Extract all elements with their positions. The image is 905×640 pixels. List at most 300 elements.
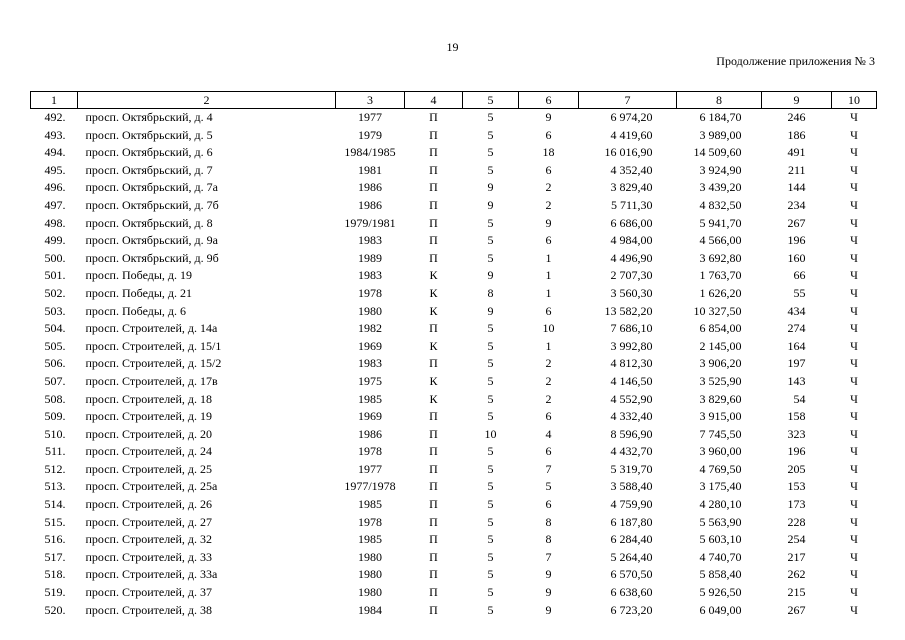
total-area-cell: 4 759,90	[610, 497, 653, 512]
address-cell: просп. Строителей, д. 15/1	[85, 338, 222, 353]
address-cell: просп. Октябрьский, д. 7б	[85, 197, 219, 212]
table-row	[31, 232, 877, 250]
row-number-cell: 499.	[44, 233, 66, 248]
ownership-cell: Ч	[850, 303, 858, 318]
table-row	[31, 443, 877, 461]
entrances-cell: 2	[545, 373, 552, 388]
wall-material-cell: К	[429, 338, 438, 353]
ownership-cell: Ч	[850, 250, 858, 265]
build-year-cell: 1982	[358, 321, 382, 336]
build-year-cell: 1969	[358, 409, 382, 424]
table-row	[31, 250, 877, 268]
table-row	[31, 338, 877, 356]
entrances-cell: 1	[545, 338, 552, 353]
table-row	[31, 144, 877, 162]
build-year-cell: 1983	[358, 268, 382, 283]
total-area-cell: 4 332,40	[610, 409, 653, 424]
floors-cell: 5	[487, 250, 494, 265]
ownership-cell: Ч	[850, 197, 858, 212]
residents-cell: 196	[787, 444, 806, 459]
ownership-cell: Ч	[850, 532, 858, 547]
ownership-cell: Ч	[850, 162, 858, 177]
row-number-cell: 503.	[44, 303, 66, 318]
ownership-cell: Ч	[850, 514, 858, 529]
wall-material-cell: П	[429, 356, 438, 371]
row-number-cell: 497.	[44, 197, 66, 212]
floors-cell: 5	[487, 532, 494, 547]
wall-material-cell: К	[429, 268, 438, 283]
ownership-cell: Ч	[850, 110, 858, 124]
floors-cell: 5	[487, 514, 494, 529]
table-row	[31, 531, 877, 549]
build-year-cell: 1977	[358, 461, 382, 476]
row-number-cell: 512.	[44, 461, 66, 476]
living-area-cell: 14 509,60	[693, 145, 742, 160]
wall-material-cell: П	[429, 180, 438, 195]
living-area-cell: 3 829,60	[699, 391, 742, 406]
build-year-cell: 1983	[358, 356, 382, 371]
residents-cell: 254	[787, 532, 806, 547]
residents-cell: 267	[787, 602, 806, 617]
total-area-cell: 6 974,20	[610, 110, 653, 124]
ownership-cell: Ч	[850, 321, 858, 336]
row-number-cell: 496.	[44, 180, 66, 195]
row-number-cell: 518.	[44, 567, 66, 582]
ownership-cell: Ч	[850, 426, 858, 441]
residents-cell: 491	[787, 145, 806, 160]
entrances-cell: 1	[545, 285, 552, 300]
total-area-cell: 5 264,40	[610, 549, 653, 564]
living-area-cell: 4 566,00	[699, 233, 742, 248]
address-cell: просп. Строителей, д. 20	[85, 426, 213, 441]
table-row	[31, 285, 877, 303]
address-cell: просп. Строителей, д. 37	[85, 585, 213, 600]
row-number-cell: 509.	[44, 409, 66, 424]
total-area-cell: 4 984,00	[610, 233, 653, 248]
wall-material-cell: П	[429, 197, 438, 212]
build-year-cell: 1984	[358, 602, 382, 617]
table-row	[31, 426, 877, 444]
table-body	[31, 109, 877, 620]
residents-cell: 323	[787, 426, 806, 441]
living-area-cell: 10 327,50	[693, 303, 742, 318]
residents-cell: 228	[787, 514, 806, 529]
living-area-cell: 3 906,20	[699, 356, 742, 371]
residents-cell: 160	[787, 250, 806, 265]
living-area-cell: 5 603,10	[699, 532, 742, 547]
wall-material-cell: П	[429, 479, 438, 494]
entrances-cell: 2	[545, 180, 552, 195]
total-area-cell: 4 419,60	[610, 127, 653, 142]
floors-cell: 5	[487, 321, 494, 336]
build-year-cell: 1985	[358, 497, 382, 512]
row-number-cell: 519.	[44, 585, 66, 600]
build-year-cell: 1978	[358, 514, 382, 529]
entrances-cell: 6	[545, 409, 552, 424]
table-row	[31, 373, 877, 391]
entrances-cell: 9	[545, 215, 552, 230]
column-header-10: 10	[832, 92, 877, 109]
living-area-cell: 4 740,70	[699, 549, 742, 564]
floors-cell: 5	[487, 338, 494, 353]
ownership-cell: Ч	[850, 145, 858, 160]
wall-material-cell: П	[429, 145, 438, 160]
ownership-cell: Ч	[850, 479, 858, 494]
ownership-cell: Ч	[850, 461, 858, 476]
address-cell: просп. Октябрьский, д. 5	[85, 127, 213, 142]
living-area-cell: 6 049,00	[699, 602, 742, 617]
total-area-cell: 13 582,20	[604, 303, 653, 318]
residents-cell: 164	[787, 338, 806, 353]
entrances-cell: 6	[545, 233, 552, 248]
ownership-cell: Ч	[850, 180, 858, 195]
build-year-cell: 1979	[358, 127, 382, 142]
entrances-cell: 2	[545, 197, 552, 212]
row-number-cell: 506.	[44, 356, 66, 371]
build-year-cell: 1989	[358, 250, 382, 265]
row-number-cell: 502.	[44, 285, 66, 300]
entrances-cell: 6	[545, 162, 552, 177]
table-row	[31, 127, 877, 145]
column-header-9: 9	[762, 92, 832, 109]
build-year-cell: 1980	[358, 549, 382, 564]
address-cell: просп. Строителей, д. 17в	[85, 373, 218, 388]
row-number-cell: 515.	[44, 514, 66, 529]
address-cell: просп. Строителей, д. 18	[85, 391, 213, 406]
entrances-cell: 6	[545, 497, 552, 512]
entrances-cell: 1	[545, 268, 552, 283]
entrances-cell: 8	[545, 514, 552, 529]
build-year-cell: 1980	[358, 567, 382, 582]
total-area-cell: 4 352,40	[610, 162, 653, 177]
residents-cell: 267	[787, 215, 806, 230]
total-area-cell: 8 596,90	[610, 426, 653, 441]
total-area-cell: 5 711,30	[610, 197, 653, 212]
build-year-cell: 1980	[358, 585, 382, 600]
total-area-cell: 5 319,70	[610, 461, 653, 476]
address-cell: просп. Победы, д. 21	[85, 285, 193, 300]
residents-cell: 55	[793, 285, 806, 300]
entrances-cell: 7	[545, 549, 552, 564]
row-number-cell: 492.	[44, 110, 66, 124]
table-row	[31, 461, 877, 479]
ownership-cell: Ч	[850, 127, 858, 142]
floors-cell: 9	[487, 197, 494, 212]
wall-material-cell: П	[429, 215, 438, 230]
column-number-row	[31, 92, 877, 109]
wall-material-cell: П	[429, 549, 438, 564]
table-row	[31, 408, 877, 426]
row-number-cell: 511.	[44, 444, 66, 459]
build-year-cell: 1986	[358, 180, 382, 195]
ownership-cell: Ч	[850, 602, 858, 617]
ownership-cell: Ч	[850, 215, 858, 230]
residents-cell: 217	[787, 549, 806, 564]
column-header-6: 6	[519, 92, 579, 109]
floors-cell: 5	[487, 127, 494, 142]
living-area-cell: 1 763,70	[699, 268, 742, 283]
living-area-cell: 6 854,00	[699, 321, 742, 336]
table-row	[31, 267, 877, 285]
residents-cell: 211	[787, 162, 806, 177]
total-area-cell: 3 588,40	[610, 479, 653, 494]
page-number: 19	[446, 40, 459, 54]
row-number-cell: 500.	[44, 250, 66, 265]
address-cell: просп. Октябрьский, д. 9б	[85, 250, 219, 265]
residents-cell: 54	[793, 391, 806, 406]
living-area-cell: 4 832,50	[699, 197, 742, 212]
wall-material-cell: П	[429, 250, 438, 265]
floors-cell: 5	[487, 497, 494, 512]
table-row	[31, 566, 877, 584]
total-area-cell: 6 570,50	[610, 567, 653, 582]
total-area-cell: 6 723,20	[610, 602, 653, 617]
address-cell: просп. Строителей, д. 14а	[85, 321, 218, 336]
floors-cell: 5	[487, 110, 494, 124]
residents-cell: 215	[787, 585, 806, 600]
address-cell: просп. Строителей, д. 26	[85, 497, 213, 512]
entrances-cell: 6	[545, 127, 552, 142]
living-area-cell: 3 525,90	[699, 373, 742, 388]
floors-cell: 9	[487, 303, 494, 318]
ownership-cell: Ч	[850, 497, 858, 512]
address-cell: просп. Строителей, д. 33	[85, 549, 213, 564]
wall-material-cell: П	[429, 426, 438, 441]
living-area-cell: 6 184,70	[699, 110, 742, 124]
living-area-cell: 3 439,20	[699, 180, 742, 195]
table-row	[31, 602, 877, 620]
floors-cell: 8	[487, 285, 494, 300]
wall-material-cell: К	[429, 303, 438, 318]
table-row	[31, 320, 877, 338]
row-number-cell: 513.	[44, 479, 66, 494]
ownership-cell: Ч	[850, 391, 858, 406]
floors-cell: 5	[487, 233, 494, 248]
floors-cell: 5	[487, 585, 494, 600]
living-area-cell: 3 924,90	[699, 162, 742, 177]
row-number-cell: 498.	[44, 215, 66, 230]
column-header-5: 5	[463, 92, 519, 109]
wall-material-cell: П	[429, 567, 438, 582]
total-area-cell: 6 686,00	[610, 215, 653, 230]
build-year-cell: 1986	[358, 426, 382, 441]
residents-cell: 196	[787, 233, 806, 248]
floors-cell: 5	[487, 479, 494, 494]
floors-cell: 5	[487, 461, 494, 476]
row-number-cell: 520.	[44, 602, 66, 617]
floors-cell: 5	[487, 356, 494, 371]
build-year-cell: 1979/1981	[344, 215, 396, 230]
row-number-cell: 510.	[44, 426, 66, 441]
address-cell: просп. Строителей, д. 15/2	[85, 356, 222, 371]
total-area-cell: 6 187,80	[610, 514, 653, 529]
build-year-cell: 1977/1978	[344, 479, 396, 494]
table-row	[31, 355, 877, 373]
address-cell: просп. Строителей, д. 25	[85, 461, 213, 476]
living-area-cell: 5 941,70	[699, 215, 742, 230]
entrances-cell: 6	[545, 303, 552, 318]
build-year-cell: 1978	[358, 285, 382, 300]
table-row	[31, 391, 877, 409]
entrances-cell: 9	[545, 110, 552, 124]
wall-material-cell: П	[429, 461, 438, 476]
living-area-cell: 5 563,90	[699, 514, 742, 529]
ownership-cell: Ч	[850, 233, 858, 248]
wall-material-cell: К	[429, 373, 438, 388]
residents-cell: 262	[787, 567, 806, 582]
wall-material-cell: К	[429, 285, 438, 300]
total-area-cell: 4 552,90	[610, 391, 653, 406]
entrances-cell: 1	[545, 250, 552, 265]
address-cell: просп. Победы, д. 19	[85, 268, 193, 283]
column-header-4: 4	[405, 92, 463, 109]
wall-material-cell: П	[429, 110, 438, 124]
table-row	[31, 514, 877, 532]
entrances-cell: 2	[545, 356, 552, 371]
column-header-8: 8	[677, 92, 762, 109]
build-year-cell: 1986	[358, 197, 382, 212]
wall-material-cell: П	[429, 162, 438, 177]
table-row	[31, 549, 877, 567]
ownership-cell: Ч	[850, 285, 858, 300]
row-number-cell: 508.	[44, 391, 66, 406]
floors-cell: 5	[487, 409, 494, 424]
floors-cell: 5	[487, 215, 494, 230]
table-row	[31, 162, 877, 180]
row-number-cell: 494.	[44, 145, 66, 160]
residents-cell: 434	[787, 303, 806, 318]
build-year-cell: 1975	[358, 373, 382, 388]
total-area-cell: 6 638,60	[610, 585, 653, 600]
living-area-cell: 7 745,50	[699, 426, 742, 441]
living-area-cell: 3 175,40	[699, 479, 742, 494]
row-number-cell: 501.	[44, 268, 66, 283]
living-area-cell: 3 960,00	[699, 444, 742, 459]
build-year-cell: 1969	[358, 338, 382, 353]
wall-material-cell: П	[429, 127, 438, 142]
table-row	[31, 478, 877, 496]
build-year-cell: 1978	[358, 444, 382, 459]
address-cell: просп. Октябрьский, д. 9а	[85, 233, 218, 248]
build-year-cell: 1985	[358, 391, 382, 406]
total-area-cell: 4 496,90	[610, 250, 653, 265]
build-year-cell: 1984/1985	[344, 145, 396, 160]
total-area-cell: 3 992,80	[610, 338, 653, 353]
residents-cell: 186	[787, 127, 806, 142]
address-cell: просп. Строителей, д. 27	[85, 514, 213, 529]
address-cell: просп. Строителей, д. 33а	[85, 567, 218, 582]
table-header	[31, 92, 877, 109]
row-number-cell: 507.	[44, 373, 66, 388]
residents-cell: 143	[787, 373, 806, 388]
total-area-cell: 4 146,50	[610, 373, 653, 388]
total-area-cell: 16 016,90	[604, 145, 653, 160]
address-cell: просп. Октябрьский, д. 7	[85, 162, 213, 177]
row-number-cell: 493.	[44, 127, 66, 142]
floors-cell: 9	[487, 180, 494, 195]
total-area-cell: 3 829,40	[610, 180, 653, 195]
floors-cell: 5	[487, 602, 494, 617]
total-area-cell: 2 707,30	[610, 268, 653, 283]
living-area-cell: 1 626,20	[699, 285, 742, 300]
table-row	[31, 109, 877, 127]
total-area-cell: 6 284,40	[610, 532, 653, 547]
table-row	[31, 179, 877, 197]
wall-material-cell: П	[429, 497, 438, 512]
living-area-cell: 3 692,80	[699, 250, 742, 265]
total-area-cell: 4 812,30	[610, 356, 653, 371]
row-number-cell: 514.	[44, 497, 66, 512]
residents-cell: 66	[793, 268, 806, 283]
ownership-cell: Ч	[850, 567, 858, 582]
entrances-cell: 7	[545, 461, 552, 476]
residents-cell: 205	[787, 461, 806, 476]
living-area-cell: 4 280,10	[699, 497, 742, 512]
column-header-7: 7	[579, 92, 677, 109]
entrances-cell: 18	[542, 145, 555, 160]
address-cell: просп. Строителей, д. 19	[85, 409, 213, 424]
floors-cell: 5	[487, 549, 494, 564]
row-number-cell: 505.	[44, 338, 66, 353]
ownership-cell: Ч	[850, 549, 858, 564]
entrances-cell: 9	[545, 567, 552, 582]
row-number-cell: 504.	[44, 321, 66, 336]
table-row	[31, 303, 877, 321]
address-cell: просп. Строителей, д. 25а	[85, 479, 218, 494]
entrances-cell: 2	[545, 391, 552, 406]
entrances-cell: 10	[542, 321, 555, 336]
living-area-cell: 3 989,00	[699, 127, 742, 142]
wall-material-cell: П	[429, 514, 438, 529]
floors-cell: 5	[487, 444, 494, 459]
floors-cell: 9	[487, 268, 494, 283]
entrances-cell: 4	[545, 426, 552, 441]
address-cell: просп. Строителей, д. 38	[85, 602, 213, 617]
entrances-cell: 5	[545, 479, 552, 494]
build-year-cell: 1980	[358, 303, 382, 318]
build-year-cell: 1985	[358, 532, 382, 547]
address-cell: просп. Строителей, д. 32	[85, 532, 213, 547]
housing-register-table	[30, 91, 877, 619]
residents-cell: 234	[787, 197, 806, 212]
residents-cell: 274	[787, 321, 806, 336]
residents-cell: 197	[787, 356, 806, 371]
residents-cell: 246	[787, 110, 806, 124]
row-number-cell: 517.	[44, 549, 66, 564]
wall-material-cell: П	[429, 321, 438, 336]
ownership-cell: Ч	[850, 373, 858, 388]
living-area-cell: 5 926,50	[699, 585, 742, 600]
entrances-cell: 8	[545, 532, 552, 547]
build-year-cell: 1981	[358, 162, 382, 177]
row-number-cell: 495.	[44, 162, 66, 177]
living-area-cell: 5 858,40	[699, 567, 742, 582]
total-area-cell: 4 432,70	[610, 444, 653, 459]
address-cell: просп. Октябрьский, д. 6	[85, 145, 213, 160]
floors-cell: 5	[487, 162, 494, 177]
wall-material-cell: П	[429, 409, 438, 424]
living-area-cell: 2 145,00	[699, 338, 742, 353]
living-area-cell: 3 915,00	[699, 409, 742, 424]
table-row	[31, 496, 877, 514]
wall-material-cell: П	[429, 233, 438, 248]
residents-cell: 153	[787, 479, 806, 494]
build-year-cell: 1983	[358, 233, 382, 248]
living-area-cell: 4 769,50	[699, 461, 742, 476]
entrances-cell: 6	[545, 444, 552, 459]
column-header-2: 2	[78, 92, 336, 109]
ownership-cell: Ч	[850, 444, 858, 459]
